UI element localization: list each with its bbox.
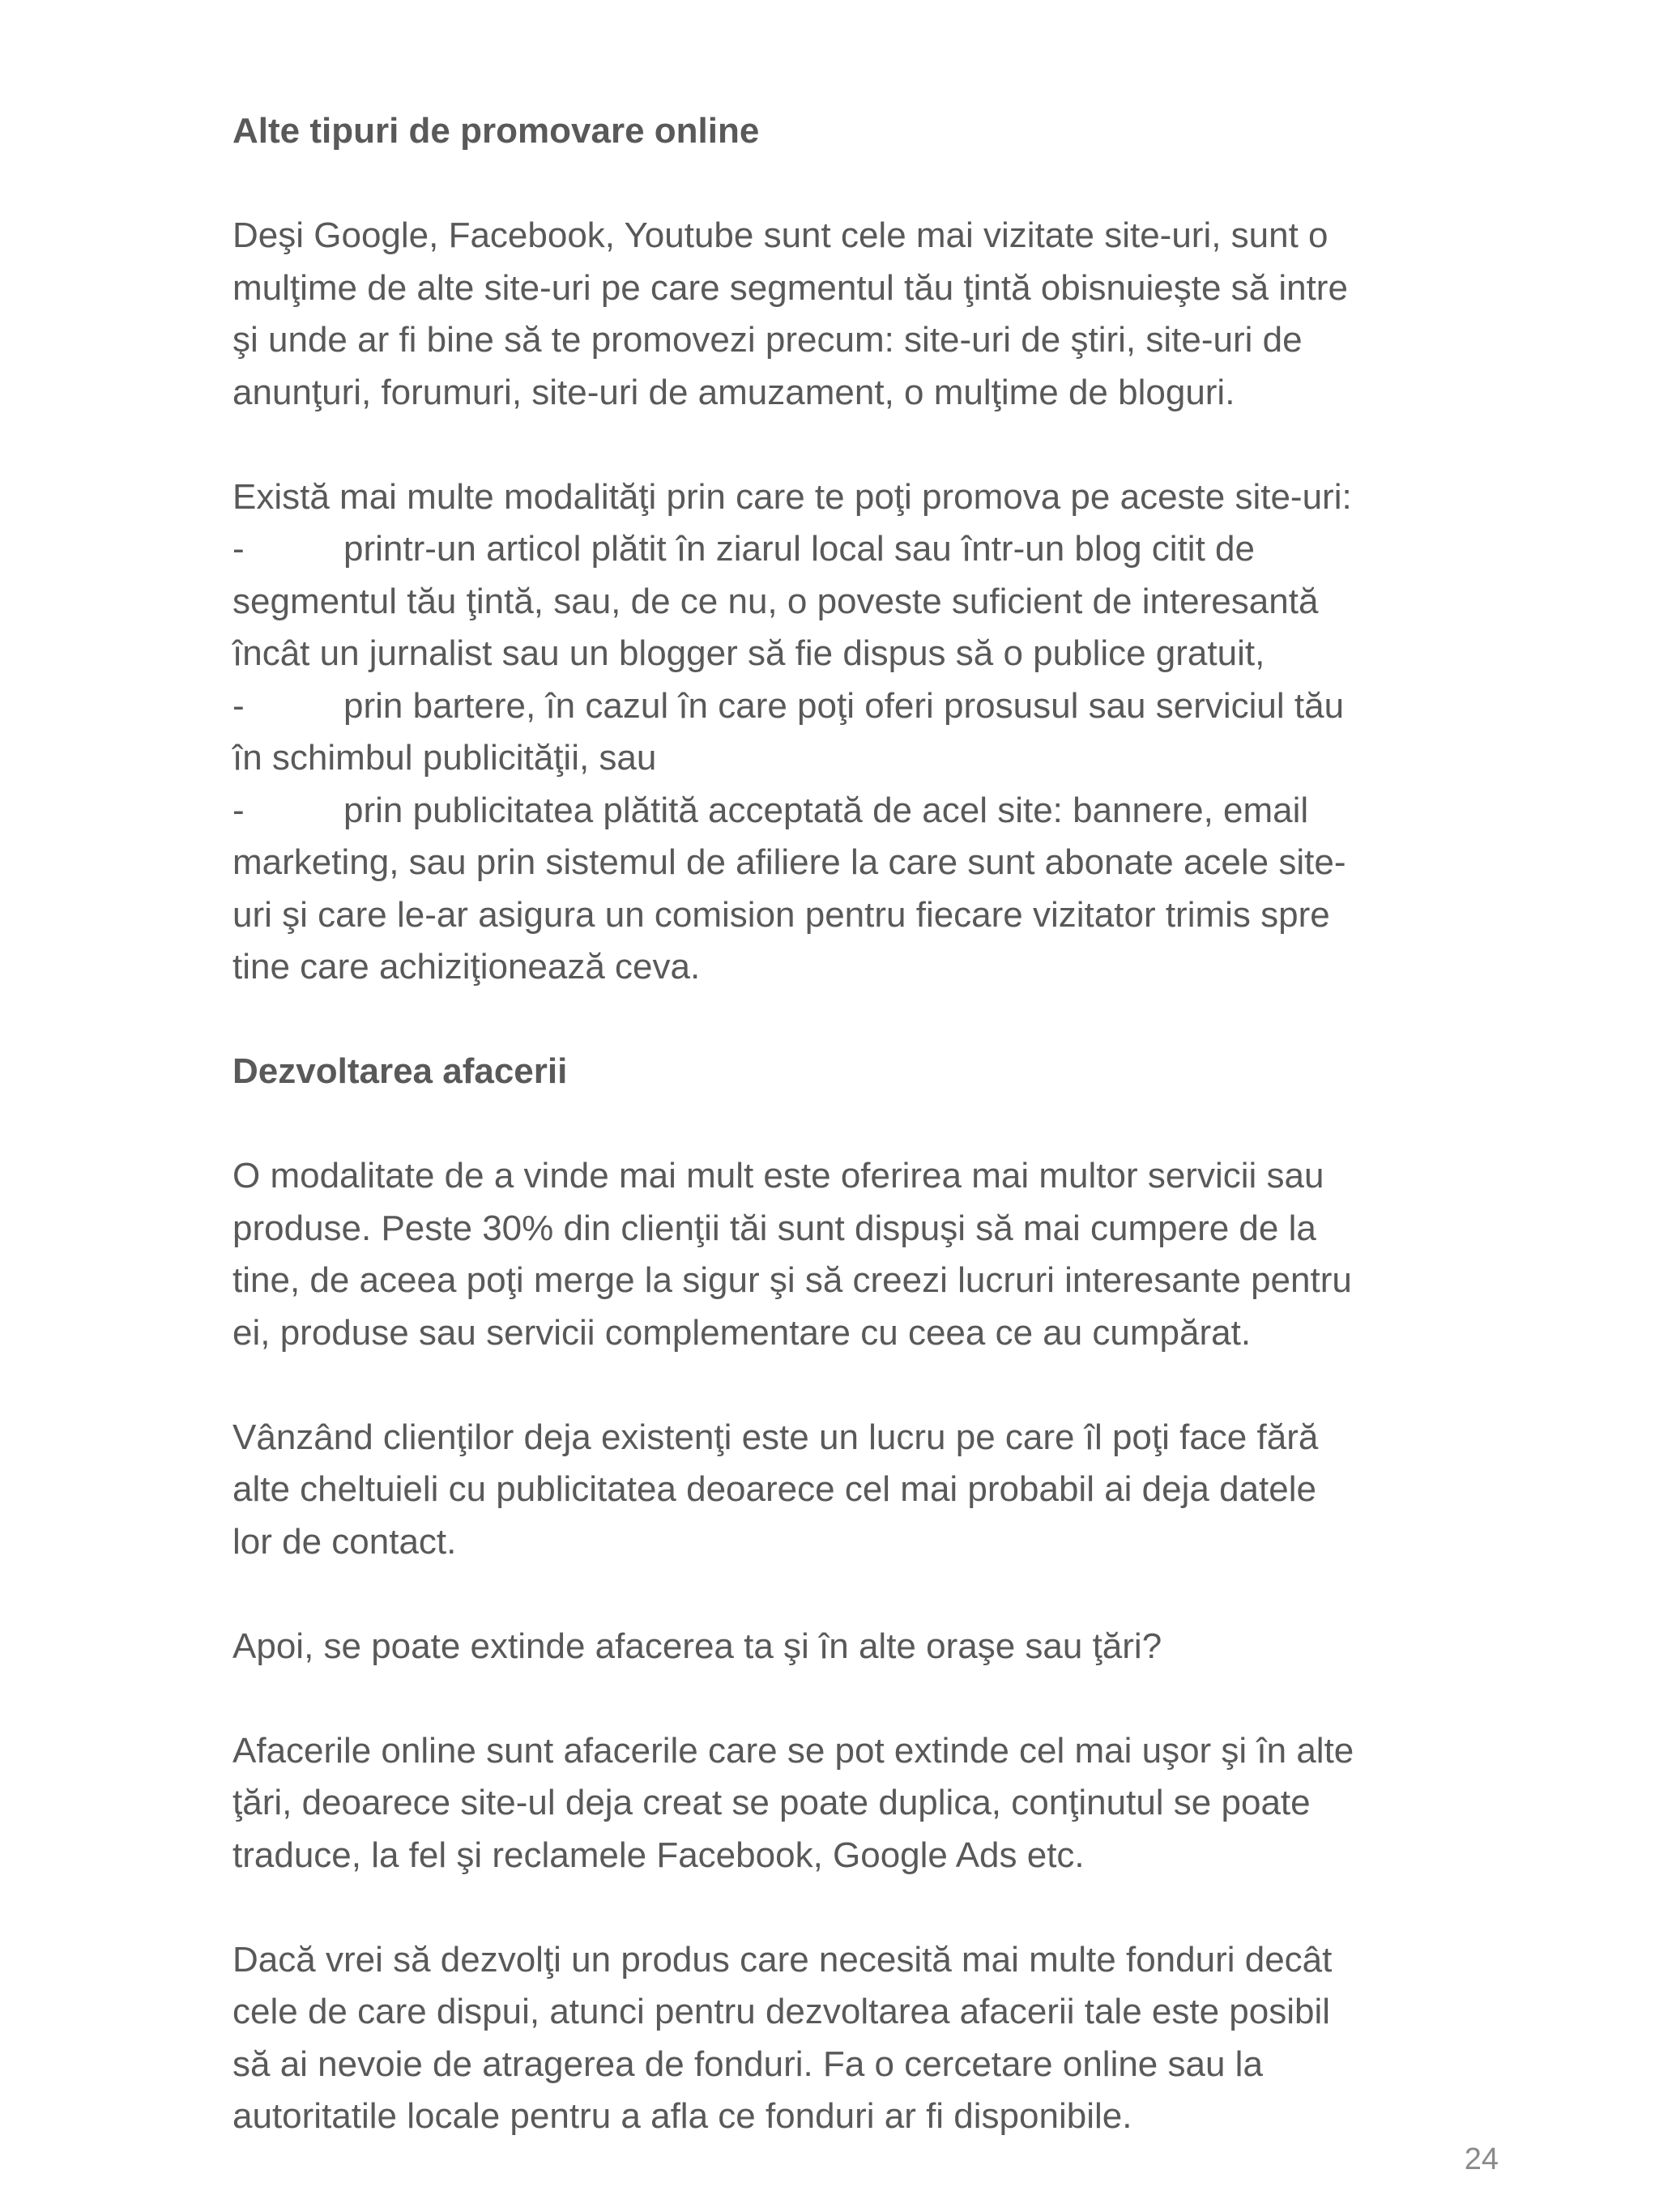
text-line: Vânzând clienţilor deja existenţi este un lucru pe care îl poţi face fără [232, 1417, 1319, 1457]
text-line: printr-un articol plătit în ziarul local sau într-un blog citit de [343, 529, 1255, 569]
bullet-dash: - [232, 529, 245, 569]
text-line: în schimbul publicităţii, sau [232, 738, 657, 778]
section-heading-promovare: Alte tipuri de promovare online [232, 111, 760, 151]
text-line: O modalitate de a vinde mai mult este oferirea mai multor servicii sau [232, 1156, 1324, 1196]
text-line: lor de contact. [232, 1521, 457, 1562]
text-line: Există mai multe modalităţi prin care te poţi promova pe aceste site-uri: [232, 476, 1352, 517]
text-line: Dacă vrei să dezvolţi un produs care necesită mai multe fonduri decât [232, 1939, 1333, 1980]
text-line: şi unde ar fi bine să te promovezi precum: site-uri de ştiri, site-uri de [232, 320, 1303, 360]
list-item [232, 785, 1512, 994]
text-line: mulţime de alte site-uri pe care segmentul tău ţintă obisnuieşte să intre [232, 267, 1348, 308]
text-line: încât un jurnalist sau un blogger să fie dispus să o publice gratuit, [232, 633, 1265, 673]
text-line: prin bartere, în cazul în care poţi oferi prosusul sau serviciul tău [343, 685, 1345, 726]
text-line: uri şi care le-ar asigura un comision pentru fiecare vizitator trimis spre [232, 894, 1330, 935]
text-line: segmentul tău ţintă, sau, de ce nu, o poveste suficient de interesantă [232, 581, 1319, 621]
paragraph-vanzari [232, 1150, 1512, 1359]
paragraph-online [232, 1725, 1512, 1882]
text-line: tine, de aceea poţi merge la sigur şi să creezi lucruri interesante pentru [232, 1260, 1352, 1300]
text-line: autoritatile locale pentru a afla ce fonduri ar fi disponibile. [232, 2096, 1132, 2136]
text-line: alte cheltuieli cu publicitatea deoarece cel mai probabil ai deja datele [232, 1469, 1316, 1509]
text-line: Afacerile online sunt afacerile care se pot extinde cel mai uşor şi în alte [232, 1730, 1354, 1771]
text-line: anunţuri, forumuri, site-uri de amuzament, o mulţime de bloguri. [232, 372, 1235, 412]
text-line: traduce, la fel şi reclamele Facebook, Google Ads etc. [232, 1835, 1085, 1875]
paragraph-intro [232, 210, 1512, 419]
text-line: tine care achiziţionează ceva. [232, 947, 701, 987]
text-line: cele de care dispui, atunci pentru dezvoltarea afacerii tale este posibil [232, 1992, 1331, 2031]
text-line: prin publicitatea plătită acceptată de acel site: bannere, email [343, 790, 1309, 830]
text-line: ţări, deoarece site-ul deja creat se poate duplica, conţinutul se poate [232, 1783, 1311, 1822]
text-line: ei, produse sau servicii complementare cu ceea ce au cumpărat. [232, 1312, 1252, 1353]
paragraph-extindere [232, 1621, 1512, 1673]
document-page [232, 105, 1512, 2143]
text-line: Deşi Google, Facebook, Youtube sunt cele mai vizitate site-uri, sunt o [232, 215, 1328, 255]
list-item [232, 680, 1512, 785]
paragraph-fonduri [232, 1934, 1512, 2143]
paragraph-modalitati [232, 471, 1512, 994]
text-line: să ai nevoie de atragerea de fonduri. Fa o cercetare online sau la [232, 2044, 1263, 2084]
bullet-dash: - [232, 685, 245, 726]
bullet-dash: - [232, 790, 245, 830]
text-line: marketing, sau prin sistemul de afiliere la care sunt abonate acele site- [232, 842, 1346, 882]
page-number: 24 [1464, 2142, 1499, 2176]
list-item [232, 523, 1512, 680]
text-line: produse. Peste 30% din clienţii tăi sunt dispuşi să mai cumpere de la [232, 1208, 1316, 1248]
section-heading-dezvoltare: Dezvoltarea afacerii [232, 1051, 568, 1091]
paragraph-clienti [232, 1412, 1512, 1569]
text-line: Apoi, se poate extinde afacerea ta şi în alte oraşe sau ţări? [232, 1626, 1162, 1666]
